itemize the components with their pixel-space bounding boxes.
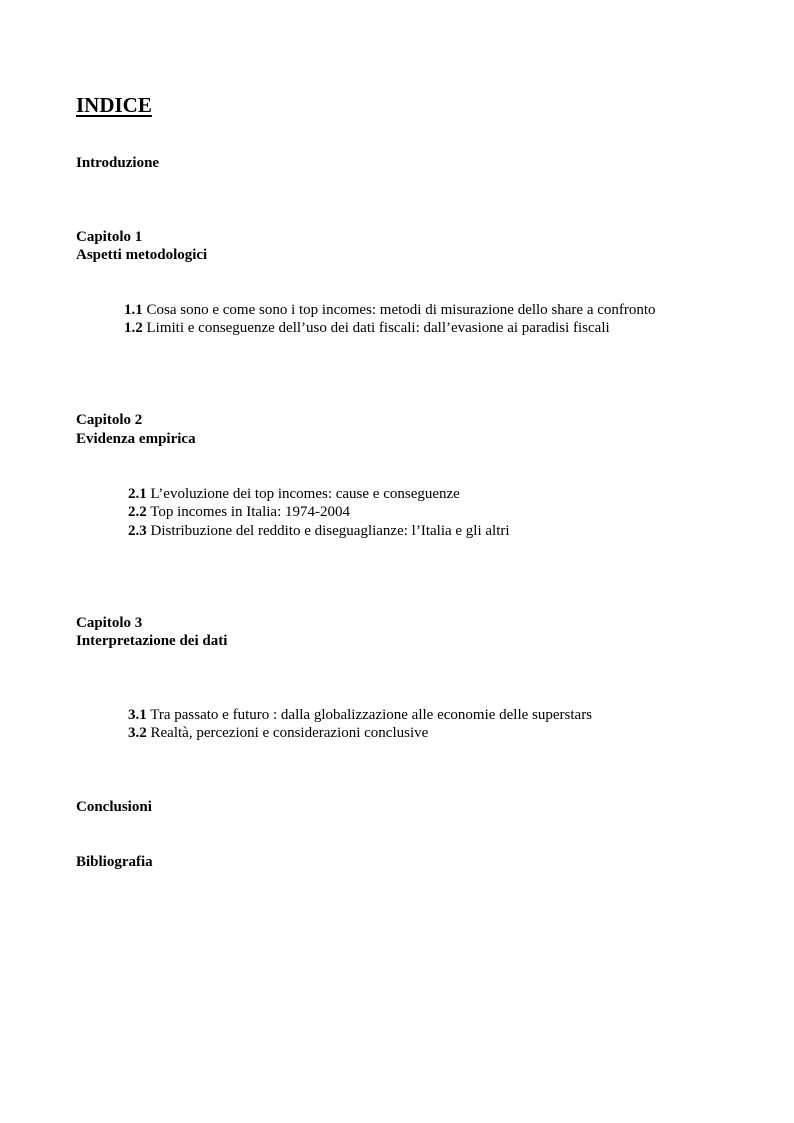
section-title: Distribuzione del reddito e diseguaglianze: l’Italia e gli altri xyxy=(150,523,510,539)
section-title: Limiti e conseguenze dell’uso dei dati fiscali: dall’evasione ai paradisi fiscali xyxy=(146,320,610,336)
section-number: 2.2 xyxy=(128,504,147,520)
section-number: 1.1 xyxy=(124,302,143,318)
chapter-2-label: Capitolo 2 xyxy=(76,412,143,428)
section-1-2 xyxy=(124,319,610,337)
chapter-3-name: Interpretazione dei dati xyxy=(76,633,228,649)
section-number: 3.1 xyxy=(128,707,147,723)
page-title: INDICE xyxy=(76,93,152,117)
section-2-2 xyxy=(128,503,350,521)
toc-bibliography: Bibliografia xyxy=(76,854,153,870)
chapter-1-name: Aspetti metodologici xyxy=(76,247,208,263)
section-title: Cosa sono e come sono i top incomes: metodi di misurazione dello share a confronto xyxy=(146,302,656,318)
section-2-1 xyxy=(128,485,460,503)
section-3-1 xyxy=(128,706,592,724)
section-1-1 xyxy=(124,301,656,319)
toc-conclusions: Conclusioni xyxy=(76,799,152,815)
section-title: L’evoluzione dei top incomes: cause e conseguenze xyxy=(150,486,460,502)
section-number: 2.1 xyxy=(128,486,147,502)
chapter-2-name: Evidenza empirica xyxy=(76,431,196,447)
chapter-1-label: Capitolo 1 xyxy=(76,229,143,245)
toc-introduction: Introduzione xyxy=(76,155,160,171)
section-number: 2.3 xyxy=(128,523,147,539)
chapter-3-label: Capitolo 3 xyxy=(76,615,143,631)
section-2-3 xyxy=(128,522,510,540)
section-3-2 xyxy=(128,724,428,742)
section-title: Tra passato e futuro : dalla globalizzazione alle economie delle superstars xyxy=(150,707,593,723)
section-number: 1.2 xyxy=(124,320,143,336)
section-number: 3.2 xyxy=(128,725,147,741)
section-title: Top incomes in Italia: 1974-2004 xyxy=(150,504,350,520)
section-title: Realtà, percezioni e considerazioni conclusive xyxy=(150,725,429,741)
